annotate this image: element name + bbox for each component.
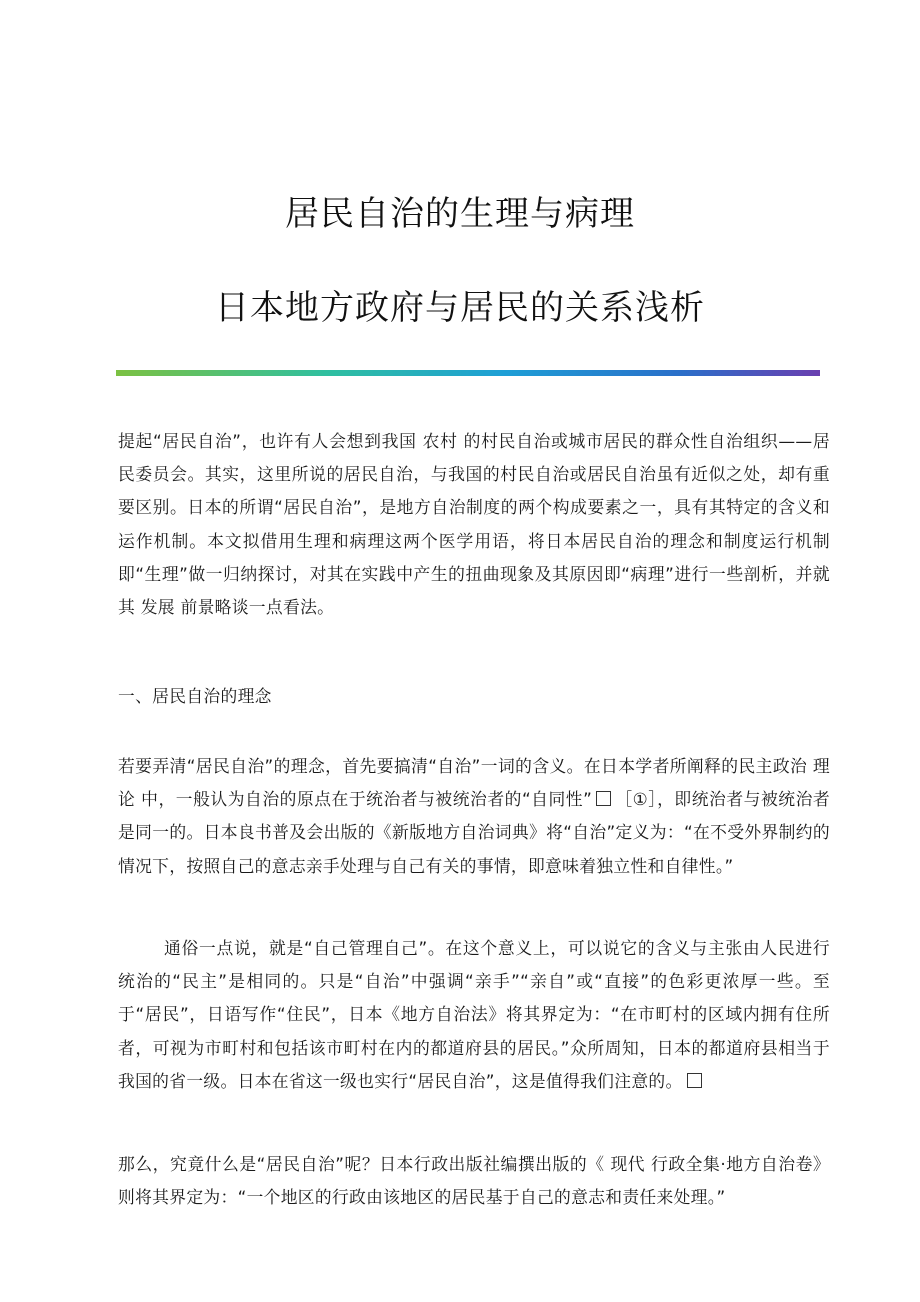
paragraph-intro [118, 425, 830, 624]
section-heading: 一、居民自治的理念 [118, 686, 272, 706]
paragraph-explanation [118, 932, 830, 1098]
paragraph-definition [118, 750, 830, 883]
checkbox-glyph-icon [596, 791, 611, 806]
paragraph-text-body: 通俗一点说，就是“自己管理自己”。在这个意义上，可以说它的含义与主张由人民进行统治的“民主”是相同的。只是“自治”中强调“亲手”“亲自”或“直接”的色彩更浓厚一些。至于“居民”，日语写作“住民”，日本《地方自治法》将其界定为：“在市町村的区域内拥有住所者，可视为市町村和包括该市町村在内的都道府县的居民。”众所周知，日本的都道府县相当于我国的省一级。日本在省这一级也实行“居民自治”，这是值得我们注意的。 [118, 938, 830, 1091]
document-subtitle: 日本地方政府与居民的关系浅析 [215, 288, 705, 328]
gradient-divider [116, 370, 820, 376]
document-title: 居民自治的生理与病理 [285, 194, 635, 234]
paragraph-text [118, 932, 830, 1098]
paragraph-text: 提起“居民自治”，也许有人会想到我国 农村 的村民自治或城市居民的群众性自治组织——居民委员会。其实，这里所说的居民自治，与我国的村民自治或居民自治虽有近似之处，却有重要区别。日本的所谓“居民自治”，是地方自治制度的两个构成要素之一，具有其特定的含义和运作机制。本文拟借用生理和病理这两个医学用语，将日本居民自治的理念和制度运行机制即“生理”做一归纳探讨，对其在实践中产生的扭曲现象及其原因即“病理”进行一些剖析，并就其 发展 前景略谈一点看法。 [118, 431, 830, 618]
checkbox-glyph-icon [687, 1073, 702, 1088]
paragraph-text-b: ，即统治者与被统治者是同一的。日本良书普及会出版的《新版地方自治词典》将“自治”定义为：“在不受外界制约的情况下，按照自己的意志亲手处理与自己有关的事情，即意味着独立性和自律性。” [118, 789, 830, 876]
paragraph-text: 那么，究竟什么是“居民自治”呢？日本行政出版社编撰出版的《 现代 行政全集·地方自治卷》则将其界定为：“一个地区的行政由该地区的居民基于自己的意志和责任来处理。” [118, 1154, 830, 1208]
footnote-ref: ［①］ [615, 789, 658, 810]
paragraph-text-a: 若要弄清“居民自治”的理念，首先要搞清“自治”一词的含义。在日本学者所阐释的民主政治 理论 中，一般认为自治的原点在于统治者与被统治者的“自同性” [118, 756, 830, 810]
paragraph-question [118, 1148, 830, 1214]
paragraph-text [118, 750, 830, 883]
